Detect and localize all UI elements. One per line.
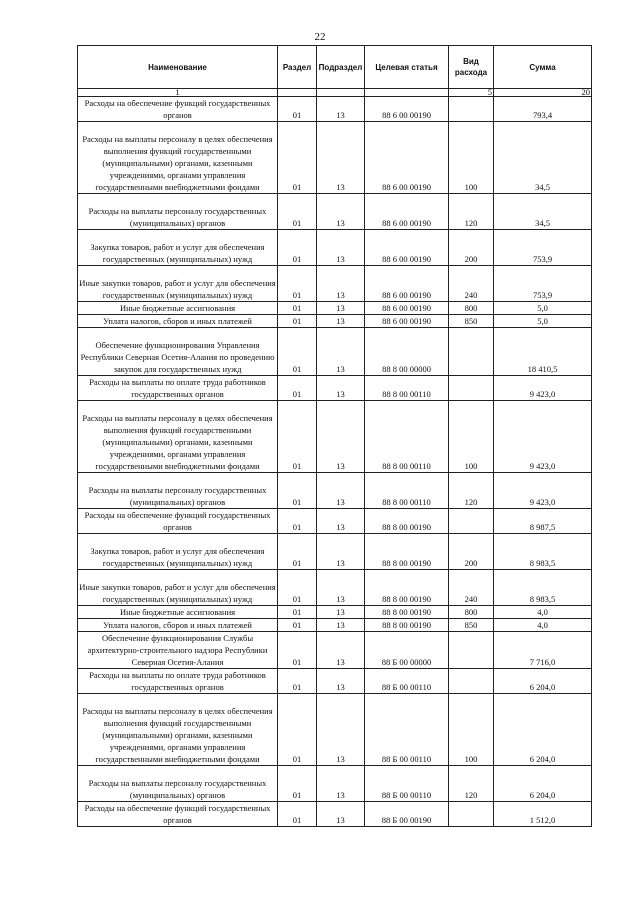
- table-row: [78, 766, 592, 802]
- cell-vid: 800: [449, 606, 494, 619]
- cell-podrazdel: 13: [317, 619, 365, 632]
- table-row: [78, 534, 592, 570]
- cell-name: Уплата налогов, сборов и иных платежей: [78, 619, 278, 632]
- cell-razdel: 01: [278, 315, 317, 328]
- cell-vid: [449, 328, 494, 376]
- cell-sum: 5,0: [494, 315, 592, 328]
- cell-name: Иные закупки товаров, работ и услуг для обеспечения государственных (муниципальных) нужд: [78, 570, 278, 606]
- cell-podrazdel: 13: [317, 376, 365, 401]
- cell-target: 88 8 00 00190: [365, 606, 449, 619]
- cell-razdel: 01: [278, 376, 317, 401]
- cell-vid: [449, 669, 494, 694]
- cell-target: 88 8 00 00110: [365, 473, 449, 509]
- column-number-vid: 5: [449, 89, 494, 97]
- cell-podrazdel: 13: [317, 266, 365, 302]
- cell-razdel: 01: [278, 401, 317, 473]
- cell-name: Расходы на выплаты персоналу государственных (муниципальных) органов: [78, 194, 278, 230]
- cell-name: Обеспечение функционирования Службы архитектурно-строительного надзора Республики Северная Осетия-Алания: [78, 632, 278, 669]
- cell-razdel: 01: [278, 266, 317, 302]
- cell-vid: 850: [449, 619, 494, 632]
- cell-podrazdel: 13: [317, 802, 365, 827]
- column-number-podrazdel: [317, 89, 365, 97]
- header-target: Целевая статья: [365, 46, 449, 89]
- cell-name: Расходы на выплаты по оплате труда работников государственных органов: [78, 669, 278, 694]
- cell-podrazdel: 13: [317, 97, 365, 122]
- cell-name: Закупка товаров, работ и услуг для обеспечения государственных (муниципальных) нужд: [78, 534, 278, 570]
- cell-razdel: 01: [278, 694, 317, 766]
- table-row: [78, 376, 592, 401]
- page-number: 22: [314, 31, 326, 43]
- cell-target: 88 8 00 00190: [365, 570, 449, 606]
- cell-name: Расходы на обеспечение функций государственных органов: [78, 802, 278, 827]
- header-vid: Вид расхода: [449, 46, 494, 89]
- cell-vid: [449, 509, 494, 534]
- cell-sum: 753,9: [494, 266, 592, 302]
- cell-vid: 120: [449, 766, 494, 802]
- cell-sum: 6 204,0: [494, 766, 592, 802]
- cell-sum: 9 423,0: [494, 473, 592, 509]
- cell-sum: 9 423,0: [494, 376, 592, 401]
- table-row: [78, 328, 592, 376]
- cell-razdel: 01: [278, 802, 317, 827]
- cell-vid: 850: [449, 315, 494, 328]
- cell-vid: 240: [449, 570, 494, 606]
- table-row: [78, 570, 592, 606]
- cell-podrazdel: 13: [317, 534, 365, 570]
- table-row: [78, 509, 592, 534]
- cell-name: Иные бюджетные ассигнования: [78, 302, 278, 315]
- cell-sum: 34,5: [494, 122, 592, 194]
- cell-name: Иные бюджетные ассигнования: [78, 606, 278, 619]
- cell-sum: 6 204,0: [494, 694, 592, 766]
- table-row: [78, 97, 592, 122]
- column-number-razdel: [278, 89, 317, 97]
- cell-target: 88 8 00 00110: [365, 376, 449, 401]
- cell-razdel: 01: [278, 302, 317, 315]
- cell-sum: 4,0: [494, 619, 592, 632]
- table-row: [78, 802, 592, 827]
- cell-vid: 800: [449, 302, 494, 315]
- cell-target: 88 6 00 00190: [365, 194, 449, 230]
- cell-sum: 8 983,5: [494, 534, 592, 570]
- cell-target: 88 Б 00 00110: [365, 669, 449, 694]
- table-row: [78, 606, 592, 619]
- cell-target: 88 6 00 00190: [365, 315, 449, 328]
- cell-podrazdel: 13: [317, 302, 365, 315]
- cell-vid: 200: [449, 230, 494, 266]
- cell-name: Расходы на выплаты персоналу государственных (муниципальных) органов: [78, 766, 278, 802]
- table-row: [78, 302, 592, 315]
- cell-sum: 18 410,5: [494, 328, 592, 376]
- cell-razdel: 01: [278, 632, 317, 669]
- header-razdel: Раздел: [278, 46, 317, 89]
- cell-sum: 8 987,5: [494, 509, 592, 534]
- cell-sum: 34,5: [494, 194, 592, 230]
- cell-razdel: 01: [278, 534, 317, 570]
- cell-name: Расходы на выплаты по оплате труда работников государственных органов: [78, 376, 278, 401]
- cell-target: 88 8 00 00190: [365, 509, 449, 534]
- table-row: [78, 315, 592, 328]
- cell-sum: 1 512,0: [494, 802, 592, 827]
- cell-podrazdel: 13: [317, 230, 365, 266]
- cell-vid: [449, 632, 494, 669]
- cell-vid: 240: [449, 266, 494, 302]
- cell-podrazdel: 13: [317, 194, 365, 230]
- cell-sum: 8 983,5: [494, 570, 592, 606]
- cell-target: 88 6 00 00190: [365, 230, 449, 266]
- cell-name: Уплата налогов, сборов и иных платежей: [78, 315, 278, 328]
- cell-target: 88 6 00 00190: [365, 122, 449, 194]
- cell-vid: 100: [449, 122, 494, 194]
- cell-name: Расходы на выплаты персоналу в целях обеспечения выполнения функций государственными (муниципальными) органами, казенными учреждениями, органами управления государственными внебюджетными фондами: [78, 401, 278, 473]
- cell-name: Расходы на обеспечение функций государственных органов: [78, 97, 278, 122]
- table-header-row: [78, 46, 592, 89]
- cell-sum: 5,0: [494, 302, 592, 315]
- cell-podrazdel: 13: [317, 328, 365, 376]
- cell-sum: 4,0: [494, 606, 592, 619]
- cell-razdel: 01: [278, 509, 317, 534]
- cell-vid: 120: [449, 473, 494, 509]
- cell-podrazdel: 13: [317, 694, 365, 766]
- cell-vid: [449, 802, 494, 827]
- cell-target: 88 8 00 00190: [365, 534, 449, 570]
- cell-target: 88 Б 00 00110: [365, 694, 449, 766]
- cell-name: Расходы на выплаты персоналу в целях обеспечения выполнения функций государственными (муниципальными) органами, казенными учреждениями, органами управления государственными внебюджетными фондами: [78, 122, 278, 194]
- cell-target: 88 6 00 00190: [365, 266, 449, 302]
- cell-vid: [449, 97, 494, 122]
- cell-podrazdel: 13: [317, 315, 365, 328]
- table-body: [78, 97, 592, 827]
- cell-razdel: 01: [278, 669, 317, 694]
- table-row: [78, 122, 592, 194]
- table-row: [78, 694, 592, 766]
- table-row: [78, 194, 592, 230]
- table-row: [78, 230, 592, 266]
- cell-name: Закупка товаров, работ и услуг для обеспечения государственных (муниципальных) нужд: [78, 230, 278, 266]
- column-number-target: [365, 89, 449, 97]
- header-sum: Сумма: [494, 46, 592, 89]
- table-row: [78, 473, 592, 509]
- cell-vid: 100: [449, 401, 494, 473]
- cell-podrazdel: 13: [317, 766, 365, 802]
- cell-podrazdel: 13: [317, 122, 365, 194]
- cell-vid: 200: [449, 534, 494, 570]
- table-row: [78, 669, 592, 694]
- cell-razdel: 01: [278, 194, 317, 230]
- cell-razdel: 01: [278, 328, 317, 376]
- cell-razdel: 01: [278, 619, 317, 632]
- table-row: [78, 266, 592, 302]
- cell-sum: 793,4: [494, 97, 592, 122]
- cell-name: Расходы на обеспечение функций государственных органов: [78, 509, 278, 534]
- cell-target: 88 8 00 00000: [365, 328, 449, 376]
- cell-razdel: 01: [278, 473, 317, 509]
- cell-sum: 7 716,0: [494, 632, 592, 669]
- cell-podrazdel: 13: [317, 606, 365, 619]
- cell-podrazdel: 13: [317, 509, 365, 534]
- table-row: [78, 401, 592, 473]
- column-number-sum: 20: [494, 89, 592, 97]
- cell-podrazdel: 13: [317, 669, 365, 694]
- cell-target: 88 8 00 00190: [365, 619, 449, 632]
- cell-vid: 100: [449, 694, 494, 766]
- cell-vid: 120: [449, 194, 494, 230]
- cell-razdel: 01: [278, 766, 317, 802]
- budget-table: [77, 45, 592, 827]
- cell-target: 88 6 00 00190: [365, 302, 449, 315]
- cell-razdel: 01: [278, 606, 317, 619]
- cell-razdel: 01: [278, 230, 317, 266]
- cell-razdel: 01: [278, 97, 317, 122]
- cell-podrazdel: 13: [317, 473, 365, 509]
- cell-sum: 6 204,0: [494, 669, 592, 694]
- cell-name: Расходы на выплаты персоналу государственных (муниципальных) органов: [78, 473, 278, 509]
- table-row: [78, 619, 592, 632]
- cell-podrazdel: 13: [317, 401, 365, 473]
- cell-sum: 753,9: [494, 230, 592, 266]
- cell-target: 88 6 00 00190: [365, 97, 449, 122]
- cell-target: 88 Б 00 00110: [365, 766, 449, 802]
- cell-target: 88 Б 00 00000: [365, 632, 449, 669]
- cell-target: 88 Б 00 00190: [365, 802, 449, 827]
- cell-sum: 9 423,0: [494, 401, 592, 473]
- column-number-name: 1: [78, 89, 278, 97]
- cell-razdel: 01: [278, 122, 317, 194]
- cell-podrazdel: 13: [317, 632, 365, 669]
- table-row: [78, 632, 592, 669]
- cell-name: Иные закупки товаров, работ и услуг для обеспечения государственных (муниципальных) нужд: [78, 266, 278, 302]
- cell-vid: [449, 376, 494, 401]
- header-podrazdel: Подраздел: [317, 46, 365, 89]
- column-number-row: [78, 89, 592, 97]
- header-name: Наименование: [78, 46, 278, 89]
- cell-podrazdel: 13: [317, 570, 365, 606]
- cell-target: 88 8 00 00110: [365, 401, 449, 473]
- cell-name: Обеспечение функционирования Управления Республики Северная Осетия-Алания по проведению закупок для государственных нужд: [78, 328, 278, 376]
- cell-name: Расходы на выплаты персоналу в целях обеспечения выполнения функций государственными (муниципальными) органами, казенными учреждениями, органами управления государственными внебюджетными фондами: [78, 694, 278, 766]
- cell-razdel: 01: [278, 570, 317, 606]
